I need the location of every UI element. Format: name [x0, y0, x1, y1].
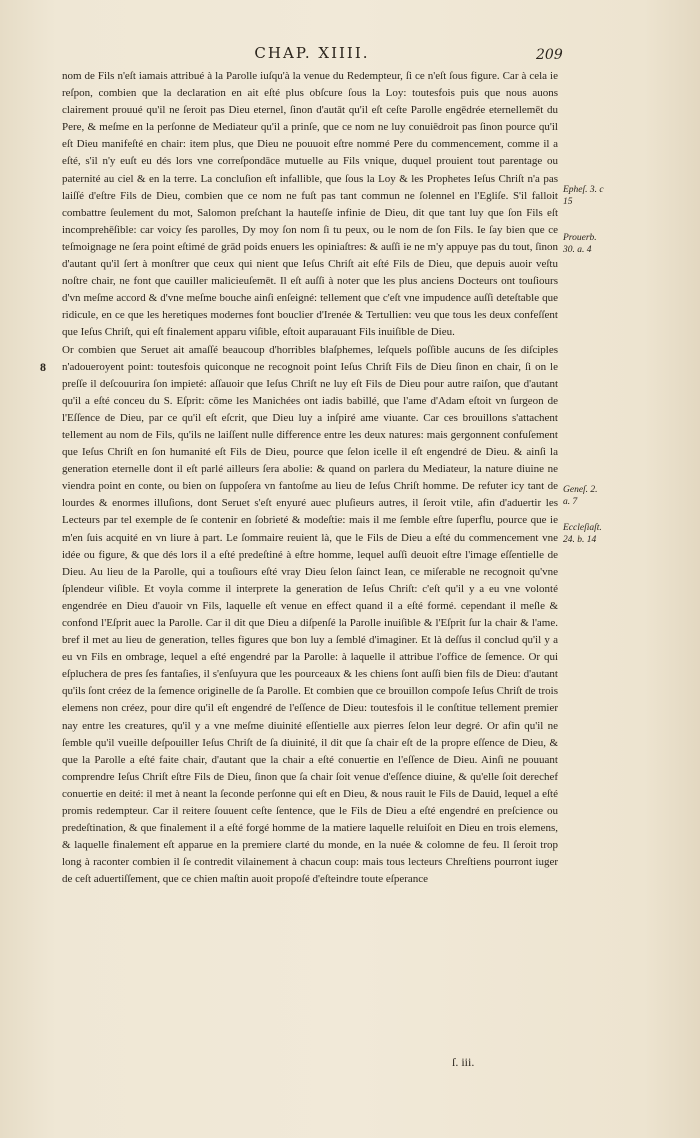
- margin-note-proverbs: Prouerb. 30. a. 4: [563, 233, 597, 255]
- margin-note-genesis: Geneſ. 2. a. 7: [563, 485, 598, 507]
- margin-note-ecclesiasticus: Eccleſiaſt. 24. b. 14: [563, 523, 602, 545]
- page-number: 209: [536, 47, 563, 63]
- margin-note-ephesians: Epheſ. 3. c 15: [563, 185, 604, 207]
- paragraph-continuation: nom de Fils n'eſt iamais attribué à la Parolle iuſqu'à la venue du Redempteur, ſi ce n'eſt ſous figure. Car à cela ie reſpon, combien que la declaration en ait eſté plus obſcure ſous la Loy: toutesfois puis que nous auons clairement prouué qu'il ne ſeroit pas Dieu eternel, ſinon d'autāt qu'il eſt ceſte Parolle engēdrée eternellemēt du Pere, & meſme en la perſonne de Mediateur qu'il a prinſe, que ce nom ne luy conuiēdroit pas ſinon pource qu'il eſt Dieu manifeſté en chair: item plus, que Dieu ne pouuoit eſtre nommé Pere du commencement, comme il a eſté, s'il n'y euſt eu dés lors vne correſpondāce mutuelle au Fils vnique, duquel prouient tout parentage ou paternité au ciel & en la terre. La concluſion eſt infallible, que ſous la Loy & les Prophetes Ieſus Chriſt n'a pas laiſſé d'eſtre Fils de Dieu, combien que ce nom ne fuſt pas tant commun ne ſolennel en l'Egliſe. S'il falloit combattre ſeulement du mot, Salomon preſchant la hauteſſe infinie de Dieu, dit que tant luy que ſon Fils eſt incomprehēſible: car voicy ſes parolles, Dy moy ſon nom ſi tu peux, ou le nom de ſon Fils. Ie ſay bien que ce teſmoignage ne ſera point eſtimé de grād poids enuers les opiniaſtres: & auſſi ie ne m'y appuye pas du tout, ſinon d'autant qu'il ſert à monſtrer que ceux qui nient que Ieſus Chriſt ait eſté Fils de Dieu, que depuis auoir veſtu noſtre chair, ne font que cauiller malicieuſemēt. Il eſt auſſi à noter que les plus anciens Docteurs ont touſiours d'vn meſme accord & d'vne meſme bouche ainſi enſeigné: tellement que c'eſt vne impudence auſſi deteſtable que ridicule, en ce que les heretiques modernes font bouclier d'Irenée & Tertullien: veu que tous les deux confeſſent que Ieſus Chriſt, qui eſt finalement apparu viſible, eſtoit auparauant Fils inuiſible de Dieu.: [62, 70, 558, 339]
- running-title: CHAP. XIIII.: [254, 44, 370, 62]
- paragraph-8: Or combien que Seruet ait amaſſé beaucoup d'horribles blaſphemes, leſquels poſſible aucuns de ſes diſciples n'adoueroyent point: toutesfois quiconque ne recognoit point Ieſus Chriſt Fils de Dieu ſinon en chair, ſi on le preſſe il deſcouurira ſon impieté: aſſauoir que Ieſus Chriſt ne luy eſt Fils de Dieu pour autre raiſon, que d'autant qu'il a eſté conceu du S. Eſprit: cōme les Manichées ont iadis babillé, que l'ame d'Adam eſtoit vn ſurgeon de l'Eſſence de Dieu, par ce qu'il eſt eſcrit, que Dieu luy a inſpiré ame viuante. Car ces brouillons s'attachent tellement au nom de Fils, qu'ils ne laiſſent nulle difference entre les deux natures: mais gergonnent confuſement que Ieſus Chriſt en ſon humanité eſt Fils de Dieu, pource que ſelon icelle il eſt engendré de Dieu. & ainſi la generation eternelle dont il eſt parlé ailleurs ſera abolie: & quand on parlera du Mediateur, la nature diuine ne viendra point en conte, ou bien on ſuppoſera vn fantoſme au lieu de Ieſus Chriſt homme. De refuter icy tant de lourdes & enormes illuſions, dont Seruet s'eſt enyuré auec pluſieurs autres, il ſeroit vtile, afin d'aduertir les Lecteurs par tel exemple de ſe contenir en ſobrieté & modeſtie: mais il me ſemble eſtre ſuperflu, pource que ie m'en ſuis acquité en vn liure à part. Le ſommaire reuient là, que le Fils de Dieu a eſté du commencement vne idée ou figure, & que dés lors il a eſté predeſtiné à eſtre homme, lequel auſſi deuoit eſtre l'image eſſentielle de Dieu. Au lieu de la Parolle, qui a touſiours eſté vray Dieu ſelon ſainct Iean, ce miſerable ne recognoit qu'vne ſplendeur viſible. Et voyla comme il interprete la generation de Ieſus Chriſt: c'eſt qu'il y a eu vne volonté engendrée en Dieu d'auoir vn Fils, laquelle eſt venue en effect quand il a eſté formé. cependant il meſle & confond l'Eſprit auec la Parolle. Car il dit que Dieu a diſpenſé la Parolle inuiſible & l'Eſprit ſur la chair & l'ame. bref il met au lieu de generation, telles figures que bon luy a ſemblé d'imaginer. Et là deſſus il conclud qu'il y a eu vn Fils en ombrage, lequel a eſté engendré par la Parolle: à laquelle il attribue l'office de ſemence. Or qui eſpluchera de pres ſes fantaſies, il s'enſuyura que les pourceaux & les chiens ſont auſſi bien fils de Dieu: d'autant qu'ils ſont créez de la ſemence originelle de ſa Parolle. Et combien que ce brouillon compoſe Ieſus Chriſt de trois elemens non créez, pour dire qu'il eſt engendré de l'eſſence de Dieu: toutesfois il le conſtitue tellement premier nay entre les creatures, qu'il y a vne meſme diuinité eſſentielle aux pierres ſelon leur degré. Or afin qu'il ne ſemble qu'il vueille deſpouiller Ieſus Chriſt de ſa diuinité, il dit que ſa chair eſt de la propre eſſence de Dieu, & que la Parolle a eſté faite chair, d'autant que la chair a eſté conuertie en l'eſſence de Dieu. Ainſi ne pouuant comprendre Ieſus Chriſt eſtre Fils de Dieu, ſinon que ſa chair ſoit venue d'eſſence diuine, & qu'elle ſoit derechef conuertie en deité: il met à neant la ſeconde perſonne qui eſt en Dieu, & nous rauit le Fils de Dauid, lequel a eſté promis redempteur. Car il reitere ſouuent ceſte ſentence, que le Fils de Dieu a eſté engendré en preſcience ou predeſtination, & que finalement il a eſté forgé homme de la matiere laquelle reluiſoit en Dieu en trois elemens, & laquelle finalement eſt apparue en la premiere clarté du monde, en la nuée & colomne de feu. Il ſeroit trop long à raconter combien il ſe contredit vilainement à chacun coup: mais tous lecteurs Chreſtiens pourront iuger de ceſt aduertiſſement, que ce chien maſtin auoit propoſé d'eſteindre toute eſperance: [62, 343, 558, 886]
- paragraph-number: 8: [40, 360, 46, 374]
- main-text-block: [62, 68, 558, 889]
- signature-mark: ſ. iii.: [452, 1055, 475, 1069]
